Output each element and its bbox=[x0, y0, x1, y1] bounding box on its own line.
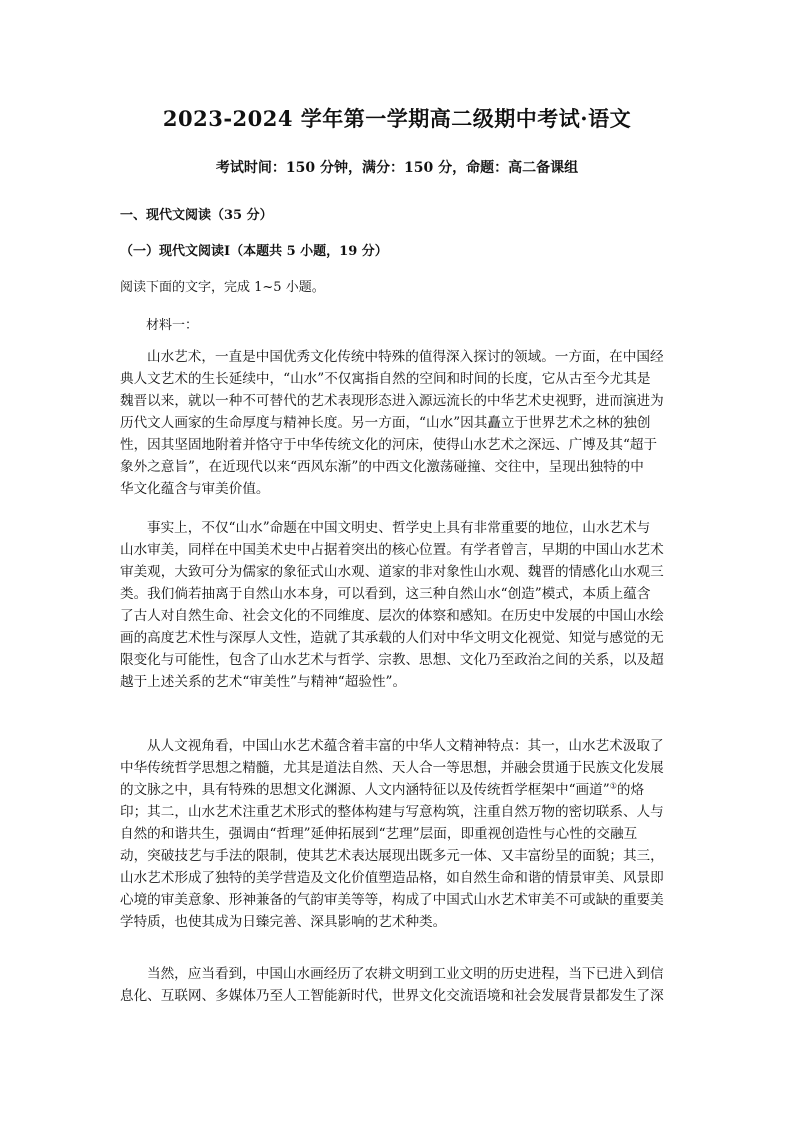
paragraph-line: 中华传统哲学思想之精髓，尤其是道法自然、天人合一等思想，并融会贯通于民族文化发展 bbox=[120, 760, 664, 776]
paragraph-line: 动，突破技艺与手法的限制，使其艺术表达展现出既多元一体、又丰富纷呈的面貌；其三， bbox=[120, 848, 664, 864]
reading-instruction: 阅读下面的文字，完成 1~5 小题。 bbox=[120, 280, 325, 295]
paragraph-line: 华文化蕴含与审美价值。 bbox=[120, 481, 270, 497]
paragraph-line: 越于上述关系的艺术“审美性”与精神“超验性”。 bbox=[120, 674, 407, 690]
paragraph-line: 魏晋以来，就以一种不可替代的艺术表现形态进入源远流长的中华艺术史视野，进而演进为 bbox=[120, 393, 664, 409]
paragraph-line: 山水艺术形成了独特的美学营造及文化价值塑造品格，如自然生命和谐的情景审美、风景即 bbox=[120, 870, 664, 886]
paragraph-line-tail: 的烙 bbox=[616, 782, 645, 798]
exam-title: 2023-2024 学年第一学期高二级期中考试·语文 bbox=[162, 106, 632, 131]
paragraph-line: 山水艺术，一直是中国优秀文化传统中特殊的值得深入探讨的领域。一方面，在中国经 bbox=[147, 349, 664, 365]
paragraph-2 bbox=[120, 517, 676, 693]
material-label: 材料一： bbox=[146, 318, 199, 333]
paragraph-line: 当然，应当看到，中国山水画经历了农耕文明到工业文明的历史进程，当下已进入到信 bbox=[147, 966, 664, 982]
paragraph-line: 限变化与可能性，包含了山水艺术与哲学、宗教、思想、文化乃至政治之间的关系，以及超 bbox=[120, 652, 664, 668]
paragraph-line: 历代文人画家的生命厚度与精神长度。另一方面，“山水”因其矗立于世界艺术之林的独创 bbox=[120, 415, 651, 431]
footnote-marker: ① bbox=[609, 781, 617, 791]
paragraph-3 bbox=[120, 735, 676, 933]
paragraph-line: 类。我们倘若抽离于自然山水本身，可以看到，这三种自然山水“创造”模式，本质上蕴含 bbox=[120, 586, 651, 602]
paragraph-line: 学特质，也使其成为日臻完善、深具影响的艺术种类。 bbox=[120, 914, 447, 930]
paragraph-line: 事实上，不仅“山水”命题在中国文明史、哲学史上具有非常重要的地位，山水艺术与 bbox=[147, 520, 651, 536]
paragraph-line: 心境的审美意象、形神兼备的气韵审美等等，构成了中国式山水艺术审美不可或缺的重要美 bbox=[120, 892, 664, 908]
paragraph-line-text: 的文脉之中，具有特殊的思想文化渊源、人文内涵特征以及传统哲学框架中“画道” bbox=[120, 782, 610, 798]
section-heading: 一、现代文阅读（35 分） bbox=[120, 208, 273, 223]
paragraph-line: 审美观，大致可分为儒家的象征式山水观、道家的非对象性山水观、魏晋的情感化山水观三 bbox=[120, 564, 664, 580]
paragraph-1 bbox=[120, 346, 676, 500]
paragraph-line: 了古人对自然生命、社会文化的不同维度、层次的体察和感知。在历史中发展的中国山水绘 bbox=[120, 608, 664, 624]
paragraph-line: 性，因其坚固地附着并恪守于中华传统文化的河床，使得山水艺术之深远、广博及其“超于 bbox=[120, 437, 658, 453]
paragraph-line: 象外之意旨”，在近现代以来“西风东渐”的中西文化激荡碰撞、交往中，呈现出独特的中 bbox=[120, 459, 644, 475]
paragraph-line: 息化、互联网、多媒体乃至人工智能新时代，世界文化交流语境和社会发展背景都发生了深 bbox=[120, 988, 664, 1004]
paragraph-line: 自然的和谐共生，强调由“哲理”延伸拓展到“艺理”层面，即重视创造性与心性的交融互 bbox=[120, 826, 638, 842]
paragraph-line: 山水审美，同样在中国美术史中占据着突出的核心位置。有学者曾言，早期的中国山水艺术 bbox=[120, 542, 664, 558]
subsection-heading: （一）现代文阅读Ⅰ（本题共 5 小题，19 分） bbox=[120, 244, 388, 259]
paragraph-line: 画的高度艺术性与深厚人文性，造就了其承载的人们对中华文明文化视觉、知觉与感觉的无 bbox=[120, 630, 664, 646]
paragraph-4 bbox=[120, 963, 676, 1007]
paragraph-line: 印；其二，山水艺术注重艺术形式的整体构建与写意构筑，注重自然万物的密切联系、人与 bbox=[120, 804, 664, 820]
paragraph-line: 从人文视角看，中国山水艺术蕴含着丰富的中华人文精神特点：其一，山水艺术汲取了 bbox=[147, 738, 664, 754]
exam-info: 考试时间：150 分钟，满分：150 分，命题：高二备课组 bbox=[215, 160, 579, 176]
paragraph-line: 典人文艺术的生长延续中，“山水”不仅寓指自然的空间和时间的长度，它从古至今尤其是 bbox=[120, 371, 651, 387]
paragraph-line bbox=[120, 779, 676, 801]
